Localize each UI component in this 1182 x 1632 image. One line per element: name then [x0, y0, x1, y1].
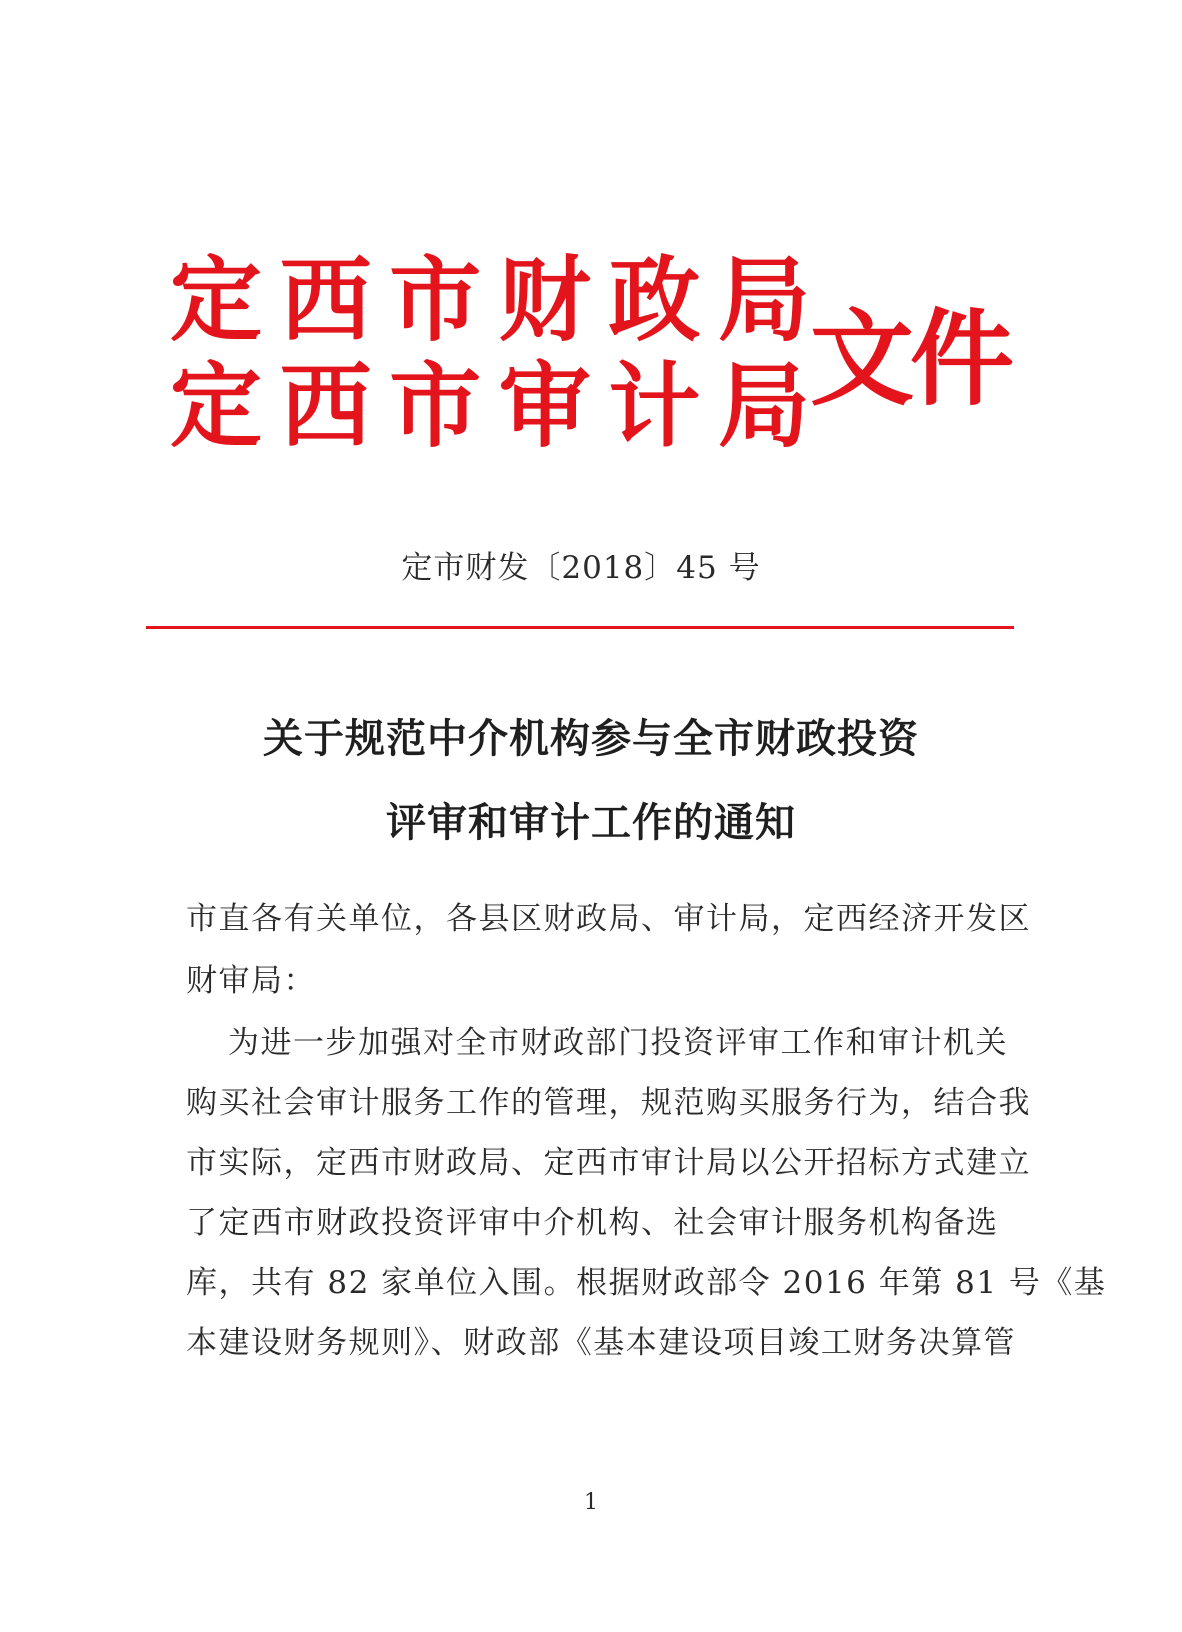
body-line: 了定西市财政投资评审中介机构、社会审计服务机构备选 [186, 1205, 999, 1241]
issuer-char: 市 [389, 246, 482, 354]
issuer-char: 审 [498, 352, 591, 460]
issuer-char: 西 [279, 246, 372, 354]
issuer-char: 计 [608, 352, 701, 460]
letterhead-doc-word: 文件 [810, 297, 1011, 420]
document-number [0, 548, 1182, 588]
salutation-line-1: 市直各有关单位，各县区财政局、审计局，定西经济开发区 [186, 901, 1031, 937]
body-line: 购买社会审计服务工作的管理，规范购买服务行为，结合我 [186, 1085, 1031, 1121]
body-line: 库，共有 82 家单位入围。根据财政部令 2016 年第 81 号《基 [186, 1265, 1107, 1301]
issuer-line-audit-bureau [170, 352, 810, 460]
body-line: 市实际，定西市财政局、定西市审计局以公开招标方式建立 [186, 1145, 1031, 1181]
document-number-text: 定市财发〔2018〕45 号 [401, 550, 761, 586]
issuer-char: 局 [717, 352, 810, 460]
issuer-char: 市 [389, 352, 482, 460]
salutation-line-2: 财审局： [186, 963, 316, 999]
document-title-line-1: 关于规范中介机构参与全市财政投资 [263, 715, 919, 762]
body-line: 本建设财务规则》、财政部《基本建设项目竣工财务决算管 [186, 1325, 1016, 1361]
letterhead [170, 246, 1011, 468]
issuer-char: 西 [279, 352, 372, 460]
issuer-char: 定 [170, 352, 263, 460]
issuer-char: 财 [498, 246, 591, 354]
page-number: 1 [584, 1490, 598, 1515]
issuer-char: 定 [170, 246, 263, 354]
issuer-char: 局 [717, 246, 810, 354]
body-line: 为进一步加强对全市财政部门投资评审工作和审计机关 [228, 1025, 1008, 1061]
document-title-line-2: 评审和审计工作的通知 [386, 799, 796, 846]
red-divider-line [146, 626, 1014, 629]
issuer-char: 政 [608, 246, 701, 354]
issuer-line-finance-bureau [170, 246, 810, 354]
